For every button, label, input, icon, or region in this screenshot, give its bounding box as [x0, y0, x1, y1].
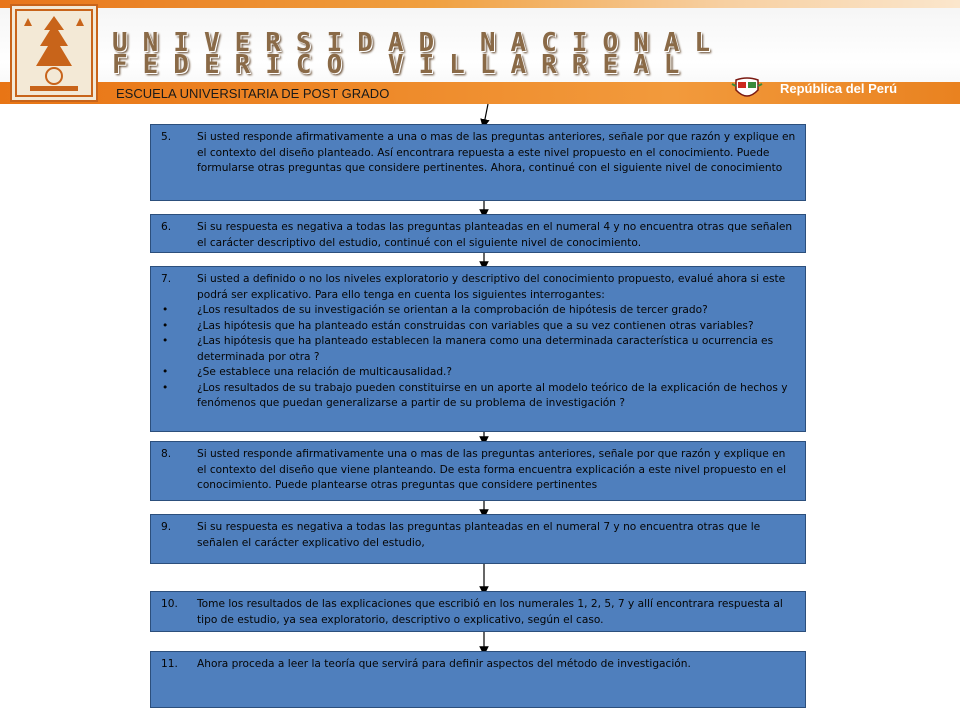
republic-peru-banner — [722, 74, 960, 104]
university-crest-logo — [10, 4, 98, 102]
step-box-10 — [150, 591, 806, 632]
question-text: ¿Las hipótesis que ha planteado establecen la manera como una determinada característica u ocurrencia es determinada por otra ? — [197, 335, 774, 363]
step-number: 6. — [161, 221, 172, 233]
step-number: 5. — [161, 131, 172, 143]
step-text: Si usted responde afirmativamente a una o mas de las preguntas anteriores, señale por que razón y explique en el contexto del diseño planteado. Así encontrara repuesta a este nivel propuesto en el conocimiento. Puede formularse otras preguntas que considere pertinentes. Ahora, continué con el siguiente nivel de conocimiento — [197, 131, 796, 174]
republic-peru-label: República del Perú — [780, 81, 898, 96]
question-bullet — [159, 381, 797, 412]
step-text: Si su respuesta es negativa a todas las preguntas planteadas en el numeral 7 y no encuentra otras que le señalen el carácter explicativo del estudio, — [197, 521, 761, 549]
question-text: ¿Los resultados de su trabajo pueden constituirse en un aporte al modelo teórico de la explicación de hechos y fenómenos que puedan generalizarse a partir de su problema de investigación ? — [197, 381, 788, 409]
step-text: Tome los resultados de las explicaciones que escribió en los numerales 1, 2, 5, 7 y allí encontrara respuesta al tipo de estudio, ya sea exploratorio, descriptivo o explicativo, según el caso. — [197, 598, 783, 626]
step-number: 10. — [161, 598, 178, 610]
arrow-into-step-5 — [484, 104, 488, 124]
step-box-11 — [150, 651, 806, 708]
step-box-9 — [150, 514, 806, 564]
step-text: Ahora proceda a leer la teoría que servirá para definir aspectos del método de investigación. — [197, 658, 691, 670]
bullet-dot-icon: • — [162, 304, 169, 316]
university-name-line2: FEDERICO VILLARREAL — [112, 50, 695, 80]
bullet-dot-icon: • — [162, 381, 169, 394]
peru-coat-of-arms-icon — [730, 76, 764, 102]
question-bullet — [159, 319, 797, 335]
question-bullet — [159, 334, 797, 365]
step-box-8 — [150, 441, 806, 501]
step-box-6 — [150, 214, 806, 253]
question-bullet — [159, 365, 797, 381]
question-bullet — [159, 303, 797, 319]
step-text: Si su respuesta es negativa a todas las preguntas planteadas en el numeral 4 y no encuentra otras que señalen el carácter descriptivo del estudio, continué con el siguiente nivel de conocimiento. — [197, 221, 793, 249]
step-number: 8. — [161, 448, 172, 460]
bullet-dot-icon: • — [162, 335, 169, 347]
step-number: 7. — [161, 273, 172, 285]
step-box-7 — [150, 266, 806, 432]
step-number: 11. — [161, 658, 178, 670]
school-name: ESCUELA UNIVERSITARIA DE POST GRADO — [116, 86, 390, 101]
question-text: ¿Los resultados de su investigación se orientan a la comprobación de hipótesis de tercer grado? — [197, 304, 708, 316]
bullet-dot-icon: • — [162, 319, 169, 332]
university-name-line1: UNIVERSIDAD NACIONAL — [112, 28, 726, 58]
step-text: Si usted responde afirmativamente una o mas de las preguntas anteriores, señale por que razón y explique en el contexto del diseño que viene planteando. De esta forma encuentra explicación a este nivel propuesto en el conocimiento. Puede plantearse otras preguntas que considere pertinentes — [197, 448, 787, 491]
question-text: ¿Se establece una relación de multicausalidad.? — [197, 366, 453, 378]
step-box-5 — [150, 124, 806, 201]
step-number: 9. — [161, 521, 172, 533]
step-text: Si usted a definido o no los niveles exploratorio y descriptivo del conocimiento propuesto, evalué ahora si este podrá ser explicativo. Para ello tenga en cuenta los siguientes interrogantes: — [197, 273, 786, 301]
question-text: ¿Las hipótesis que ha planteado están construidas con variables que a su vez contienen otras variables? — [197, 319, 754, 332]
bullet-dot-icon: • — [162, 366, 169, 378]
